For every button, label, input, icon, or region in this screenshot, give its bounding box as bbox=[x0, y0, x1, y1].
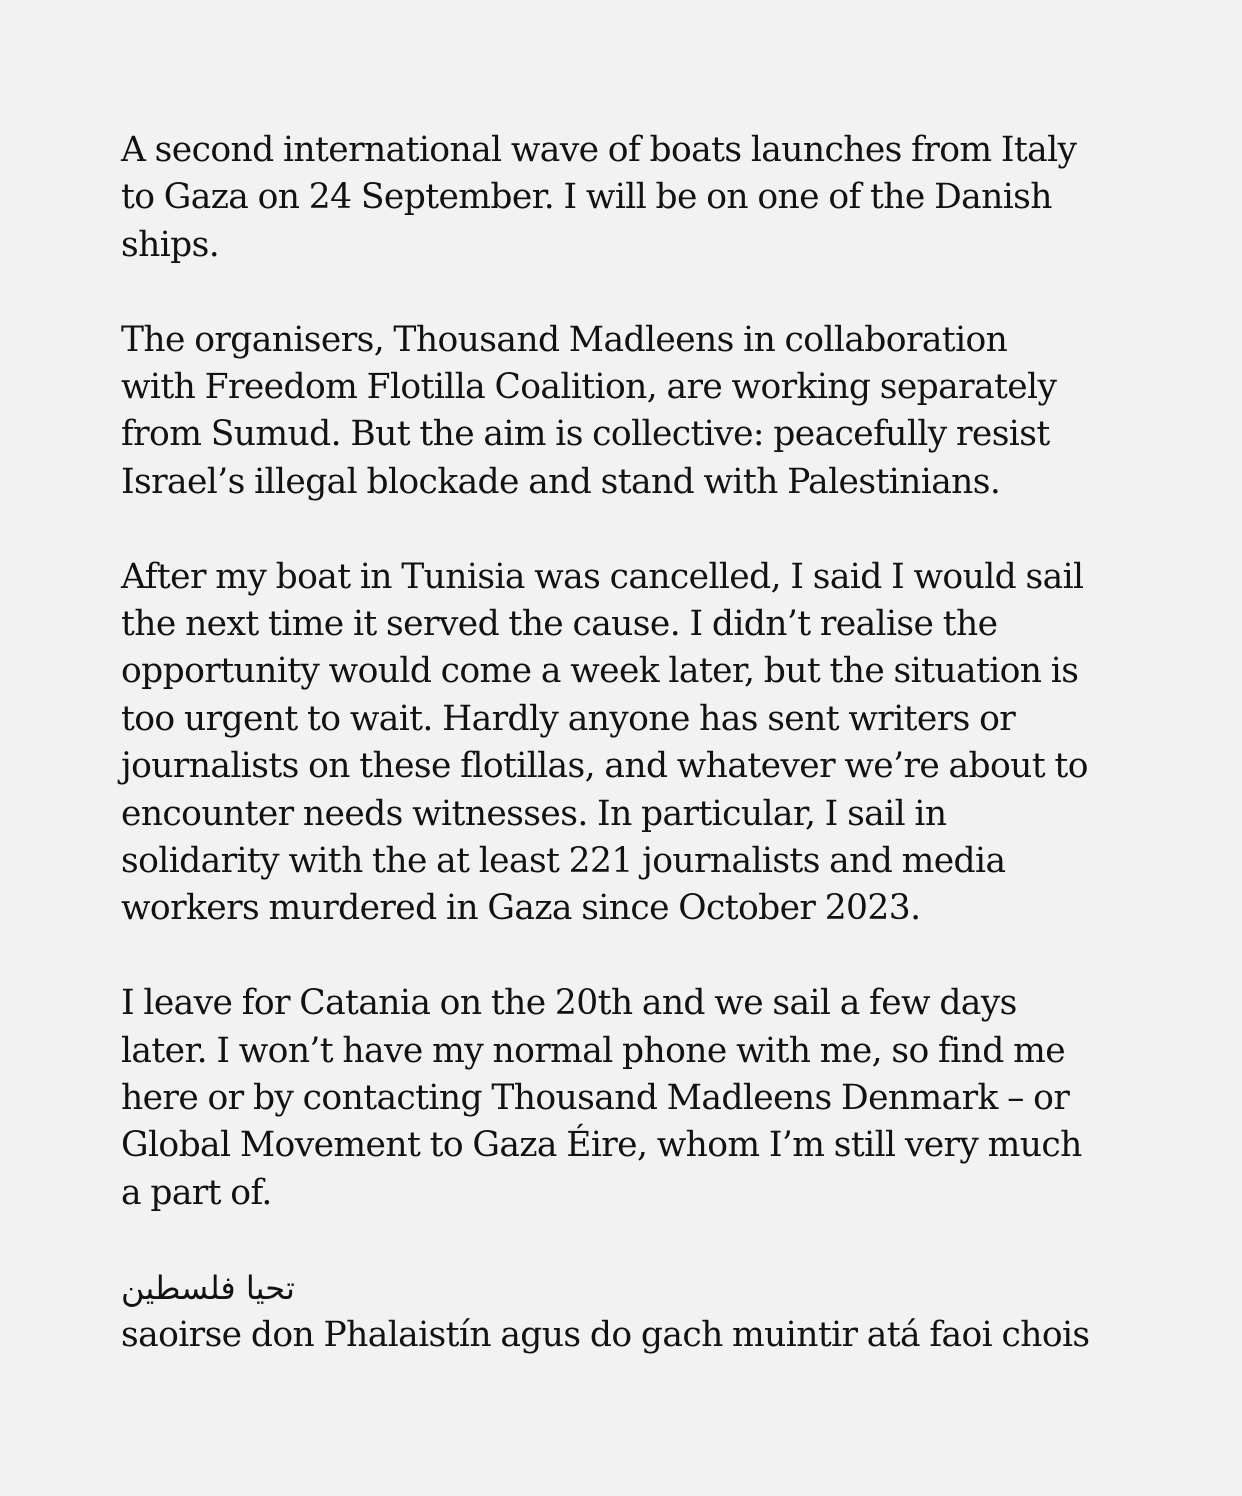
text-line: solidarity with the at least 221 journalists and media bbox=[121, 841, 1006, 882]
post-body bbox=[121, 127, 1211, 1407]
text-line: later. I won’t have my normal phone with me, so find me bbox=[121, 1030, 1066, 1071]
closing-arabic: تحيا فلسطين bbox=[121, 1268, 295, 1307]
paragraph-2 bbox=[121, 317, 1211, 507]
paragraph-4 bbox=[121, 980, 1211, 1217]
text-line: workers murdered in Gaza since October 2023. bbox=[121, 888, 921, 929]
text-line: with Freedom Flotilla Coalition, are working separately bbox=[121, 367, 1057, 408]
text-line: Global Movement to Gaza Éire, whom I’m still very much bbox=[121, 1125, 1082, 1166]
text-line: journalists on these flotillas, and whatever we’re about to bbox=[121, 746, 1088, 787]
text-line: the next time it served the cause. I didn’t realise the bbox=[121, 604, 998, 645]
text-line: A second international wave of boats launches from Italy bbox=[121, 130, 1077, 170]
text-line: too urgent to wait. Hardly anyone has sent writers or bbox=[121, 698, 1016, 739]
paragraph-3 bbox=[121, 554, 1211, 933]
closing bbox=[121, 1265, 1211, 1360]
closing-irish: saoirse don Phalaistín agus do gach muintir atá faoi chois bbox=[121, 1315, 1090, 1356]
text-line: a part of. bbox=[121, 1172, 272, 1213]
text-line: The organisers, Thousand Madleens in collaboration bbox=[121, 319, 1008, 360]
text-line: Israel’s illegal blockade and stand with Palestinians. bbox=[121, 461, 1001, 502]
text-line: here or by contacting Thousand Madleens Denmark – or bbox=[121, 1078, 1070, 1119]
paragraph-1 bbox=[121, 127, 1211, 269]
text-line: from Sumud. But the aim is collective: peacefully resist bbox=[121, 414, 1050, 455]
text-line: ships. bbox=[121, 224, 220, 265]
text-line: After my boat in Tunisia was cancelled, I said I would sail bbox=[121, 556, 1084, 597]
text-line: opportunity would come a week later, but the situation is bbox=[121, 651, 1079, 692]
text-line: encounter needs witnesses. In particular, I sail in bbox=[121, 793, 947, 834]
text-line: I leave for Catania on the 20th and we sail a few days bbox=[121, 983, 1017, 1024]
text-line: to Gaza on 24 September. I will be on one of the Danish bbox=[121, 177, 1052, 218]
